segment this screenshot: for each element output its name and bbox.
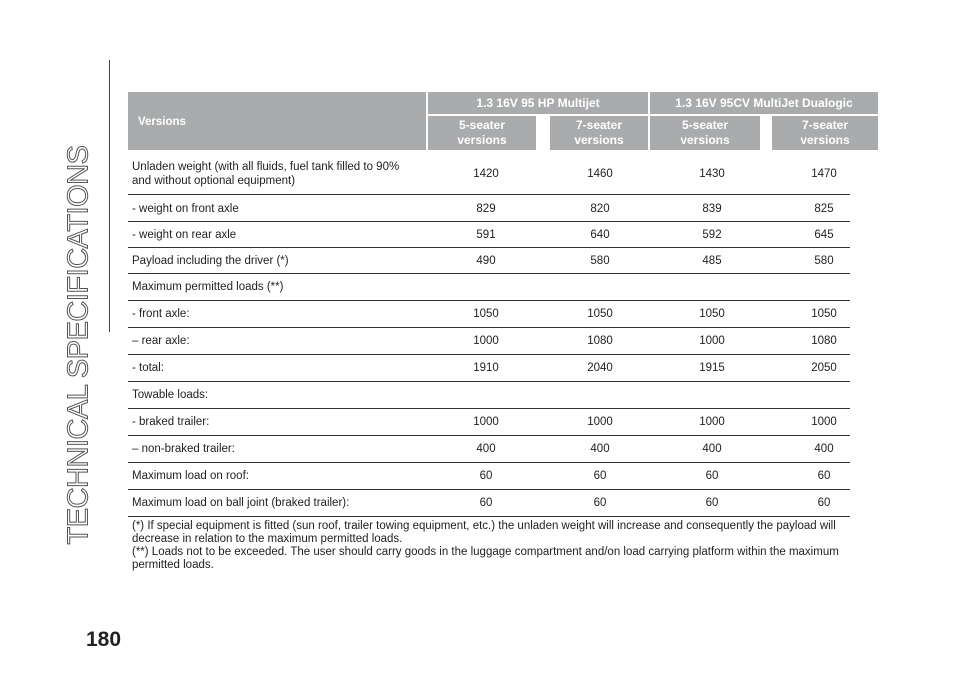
row-value: 1915 (699, 362, 725, 374)
row-value: 1050 (811, 308, 837, 320)
row-value: 60 (817, 497, 831, 509)
row-value: 1000 (587, 416, 613, 428)
row-value (774, 382, 874, 408)
group-header-dualogic: 1.3 16V 95CV MultiJet Dualogic (650, 92, 878, 114)
row-value: 1080 (587, 335, 613, 347)
row-value: 60 (593, 470, 607, 482)
table-row (128, 463, 850, 490)
row-value (774, 274, 874, 300)
group-header-multijet: 1.3 16V 95 HP Multijet (428, 92, 648, 114)
row-label-line: - weight on rear axle (132, 228, 237, 241)
subheader-line: versions (800, 133, 850, 147)
row-label (132, 196, 239, 221)
row-value: 60 (593, 497, 607, 509)
row-label-line: – non-braked trailer: (132, 443, 235, 455)
row-value: 2050 (811, 362, 837, 374)
table-row (128, 355, 850, 382)
row-label-line: Maximum load on ball joint (braked trailer): (132, 497, 350, 509)
row-value: 1430 (699, 168, 725, 180)
row-value: 400 (590, 443, 610, 455)
row-value: 60 (479, 470, 493, 482)
row-value: 829 (476, 202, 496, 215)
footnote: (*) If special equipment is fitted (sun roof, trailer towing equipment, etc.) the unladen weight will increase and consequently the payload will decrease in relation to the maximum permitted loads. (132, 520, 836, 545)
row-value: 60 (705, 497, 719, 509)
row-value (662, 382, 762, 408)
table-row (128, 222, 850, 248)
section-divider (109, 60, 110, 332)
row-value: 60 (705, 470, 719, 482)
subheader-multijet-5 (428, 116, 536, 150)
row-value: 1000 (473, 335, 499, 347)
page-number: 180 (86, 628, 122, 651)
row-label-line: - total: (132, 362, 164, 374)
row-label (132, 382, 208, 408)
versions-label: Versions (138, 116, 186, 128)
row-value: 839 (702, 202, 722, 215)
row-value: 2040 (587, 362, 613, 374)
row-value: 1470 (811, 168, 837, 180)
subheader-line: versions (680, 133, 730, 147)
row-label (132, 463, 249, 489)
row-label-line: – rear axle: (132, 335, 190, 347)
row-label (132, 409, 209, 435)
row-label-line: Maximum permitted loads (**) (132, 281, 284, 293)
row-value: 400 (476, 443, 496, 455)
row-value: 490 (476, 254, 496, 267)
row-label (132, 436, 235, 462)
row-label (132, 248, 289, 273)
row-value: 1000 (699, 416, 725, 428)
table-row (128, 248, 850, 274)
row-value: 1080 (811, 335, 837, 347)
subheader-line: 5-seater (681, 118, 729, 132)
table-row (128, 154, 850, 195)
row-value: 1050 (587, 308, 613, 320)
row-value: 645 (814, 228, 834, 241)
row-label (132, 274, 283, 300)
row-label (132, 355, 164, 381)
row-value: 400 (814, 443, 834, 455)
row-value: 1000 (811, 416, 837, 428)
table-row (128, 409, 850, 436)
row-value: 400 (702, 443, 722, 455)
subheader-multijet-7 (550, 116, 648, 150)
footnotes (132, 520, 854, 572)
row-label-line: and without optional equipment) (132, 175, 296, 187)
row-value: 1050 (473, 308, 499, 320)
row-value: 1050 (699, 308, 725, 320)
row-label (132, 222, 236, 247)
row-label-line: - front axle: (132, 308, 190, 320)
subheader-dualogic-5 (650, 116, 760, 150)
row-label-line: - braked trailer: (132, 416, 210, 428)
row-value: 592 (702, 228, 722, 241)
row-value: 640 (590, 228, 610, 241)
subheader-line: versions (457, 133, 507, 147)
row-value: 1910 (473, 362, 499, 374)
subheader-line: versions (574, 133, 624, 147)
row-label (132, 301, 190, 327)
row-label-line: Payload including the driver (*) (132, 254, 289, 267)
subheader-line: 7-seater (575, 118, 623, 132)
row-label-line: Maximum load on roof: (132, 470, 249, 482)
row-value: 580 (814, 254, 834, 267)
row-label (132, 490, 349, 516)
table-row (128, 436, 850, 463)
table-row (128, 328, 850, 355)
table-row (128, 196, 850, 222)
row-label (132, 328, 190, 354)
footnote: (**) Loads not to be exceeded. The user should carry goods in the luggage compartment and/on load carrying platform within the maximum permitted loads. (132, 546, 839, 571)
row-value (550, 382, 650, 408)
row-value: 1000 (473, 416, 499, 428)
row-label-line: Unladen weight (with all fluids, fuel tank filled to 90% (132, 161, 400, 173)
row-value: 825 (814, 202, 834, 215)
row-value: 1460 (587, 168, 613, 180)
row-value: 591 (476, 228, 496, 241)
row-value: 1000 (699, 335, 725, 347)
row-value (436, 274, 536, 300)
subheader-line: 7-seater (801, 118, 849, 132)
table-row (128, 382, 850, 409)
row-label-line: Towable loads: (132, 389, 209, 401)
row-value: 60 (817, 470, 831, 482)
row-value (662, 274, 762, 300)
row-value: 60 (479, 497, 493, 509)
row-value: 1420 (473, 168, 499, 180)
section-title-text: TECHNICAL SPECIFICATIONS (62, 145, 95, 545)
subheader-line: 5-seater (458, 118, 506, 132)
table-row (128, 274, 850, 301)
row-label-line: - weight on front axle (132, 202, 239, 215)
table-row (128, 490, 850, 517)
versions-header (128, 92, 426, 150)
row-value (550, 274, 650, 300)
subheader-dualogic-7 (772, 116, 878, 150)
row-value: 485 (702, 254, 722, 267)
row-value: 820 (590, 202, 610, 215)
row-label (132, 154, 399, 194)
table-row (128, 301, 850, 328)
row-value (436, 382, 536, 408)
row-value: 580 (590, 254, 610, 267)
